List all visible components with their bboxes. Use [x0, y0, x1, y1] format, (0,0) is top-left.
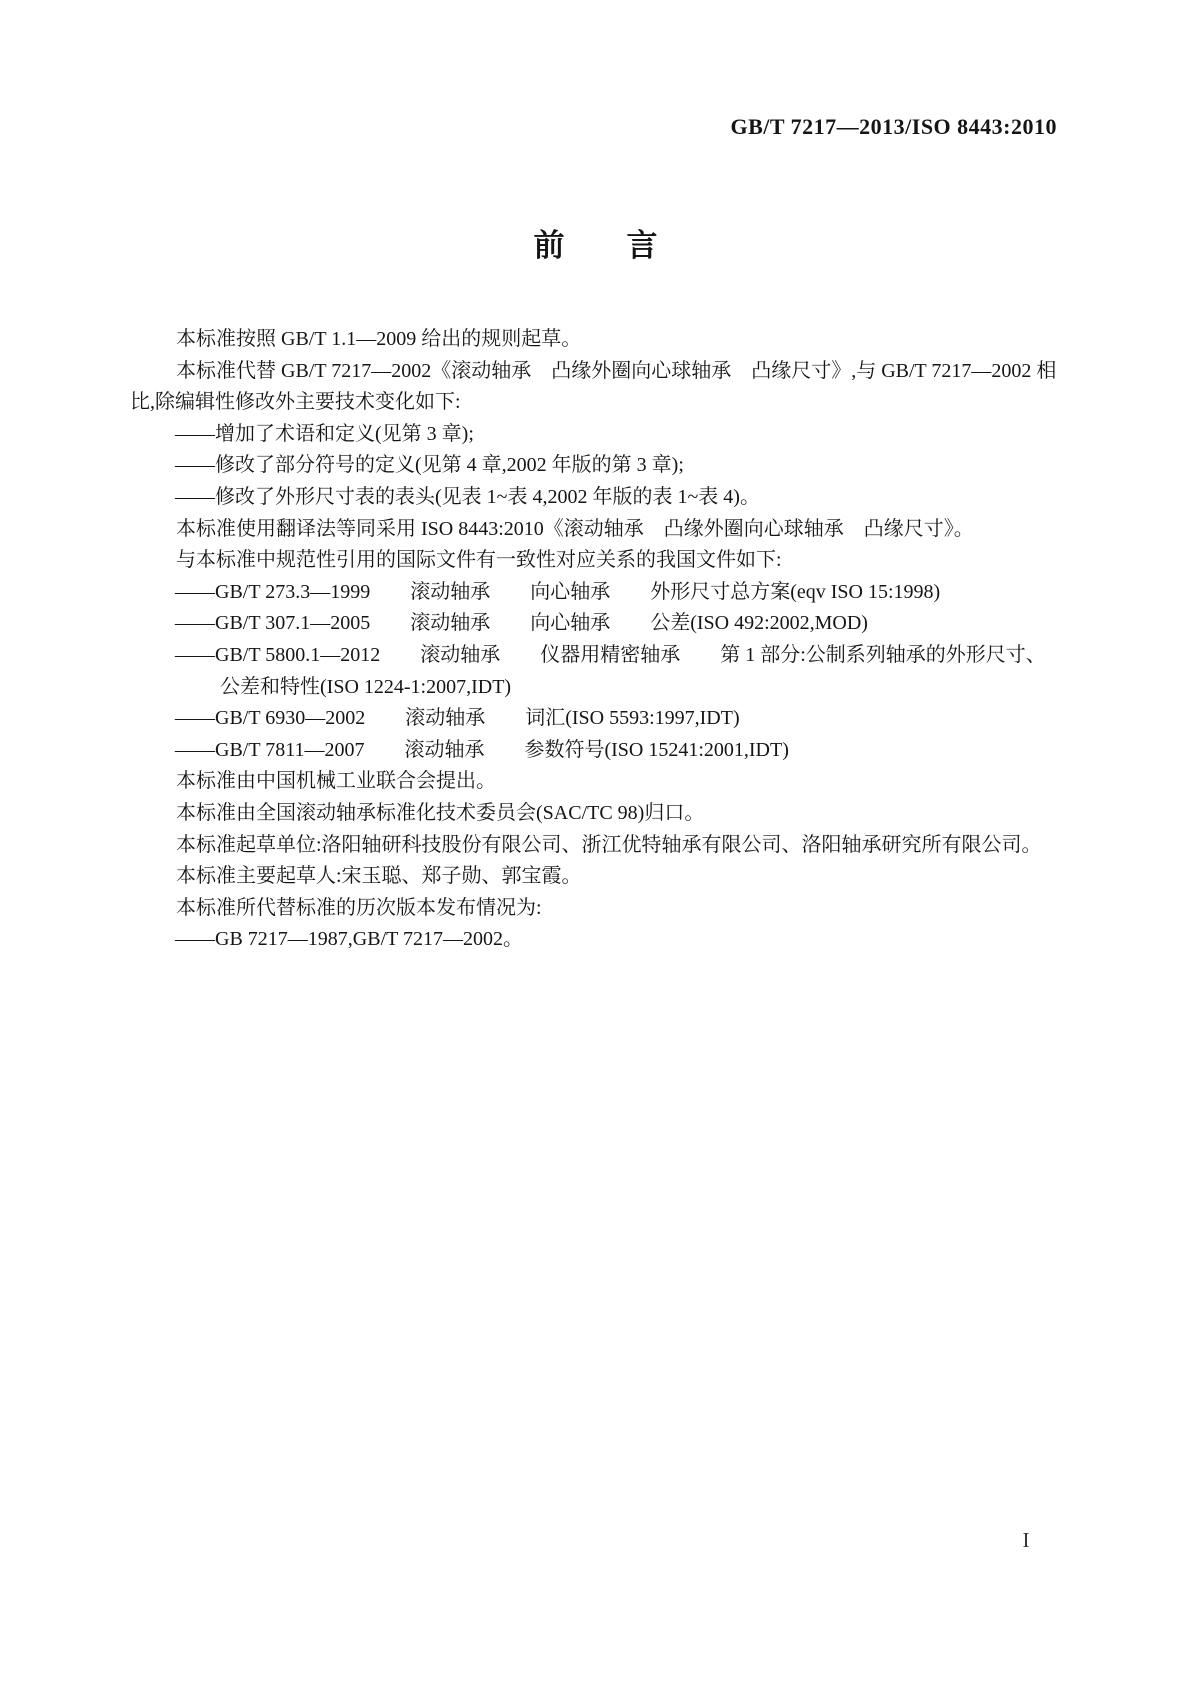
- foreword-paragraph: ——修改了外形尺寸表的表头(见表 1~表 4,2002 年版的表 1~表 4)。: [175, 485, 760, 508]
- foreword-paragraph: 本标准主要起草人:宋玉聪、郑子勋、郭宝霞。: [176, 865, 582, 888]
- foreword-content: [130, 324, 1060, 956]
- foreword-paragraph: 本标准由全国滚动轴承标准化技术委员会(SAC/TC 98)归口。: [176, 801, 705, 824]
- foreword-paragraph: ——GB/T 273.3—1999 滚动轴承 向心轴承 外形尺寸总方案(eqv ISO 15:1998): [175, 580, 941, 603]
- foreword-paragraph: 本标准按照 GB/T 1.1—2009 给出的规则起草。: [176, 328, 582, 350]
- foreword-paragraph: ——GB/T 6930—2002 滚动轴承 词汇(ISO 5593:1997,IDT): [175, 707, 740, 730]
- foreword-paragraph: ——GB/T 307.1—2005 滚动轴承 向心轴承 公差(ISO 492:2002,MOD): [175, 612, 868, 635]
- foreword-paragraph: ——增加了术语和定义(见第 3 章);: [175, 422, 474, 445]
- foreword-paragraph: ——GB/T 5800.1—2012 滚动轴承 仪器用精密轴承 第 1 部分:公制系列轴承的外形尺寸、公差和特性(ISO 1224-1:2007,IDT): [175, 643, 1046, 698]
- foreword-paragraph: ——修改了部分符号的定义(见第 4 章,2002 年版的第 3 章);: [175, 454, 684, 477]
- page-number: I: [1022, 1528, 1030, 1552]
- foreword-paragraph: 本标准使用翻译法等同采用 ISO 8443:2010《滚动轴承 凸缘外圈向心球轴承 凸缘尺寸》。: [176, 517, 974, 540]
- foreword-paragraph: 本标准起草单位:洛阳轴研科技股份有限公司、浙江优特轴承有限公司、洛阳轴承研究所有限公司。: [176, 833, 1042, 856]
- foreword-paragraph: ——GB 7217—1987,GB/T 7217—2002。: [175, 928, 523, 951]
- foreword-paragraph: 本标准所代替标准的历次版本发布情况为:: [176, 896, 542, 919]
- foreword-paragraph: 本标准由中国机械工业联合会提出。: [176, 770, 496, 793]
- standard-number-header: GB/T 7217—2013/ISO 8443:2010: [730, 114, 1057, 139]
- foreword-paragraph: 与本标准中规范性引用的国际文件有一致性对应关系的我国文件如下:: [176, 549, 782, 572]
- foreword-paragraph: ——GB/T 7811—2007 滚动轴承 参数符号(ISO 15241:2001,IDT): [175, 738, 789, 761]
- foreword-paragraph: 本标准代替 GB/T 7217—2002《滚动轴承 凸缘外圈向心球轴承 凸缘尺寸》,与 GB/T 7217—2002 相比,除编辑性修改外主要技术变化如下:: [130, 359, 1057, 414]
- foreword-title: 前 言: [533, 228, 658, 263]
